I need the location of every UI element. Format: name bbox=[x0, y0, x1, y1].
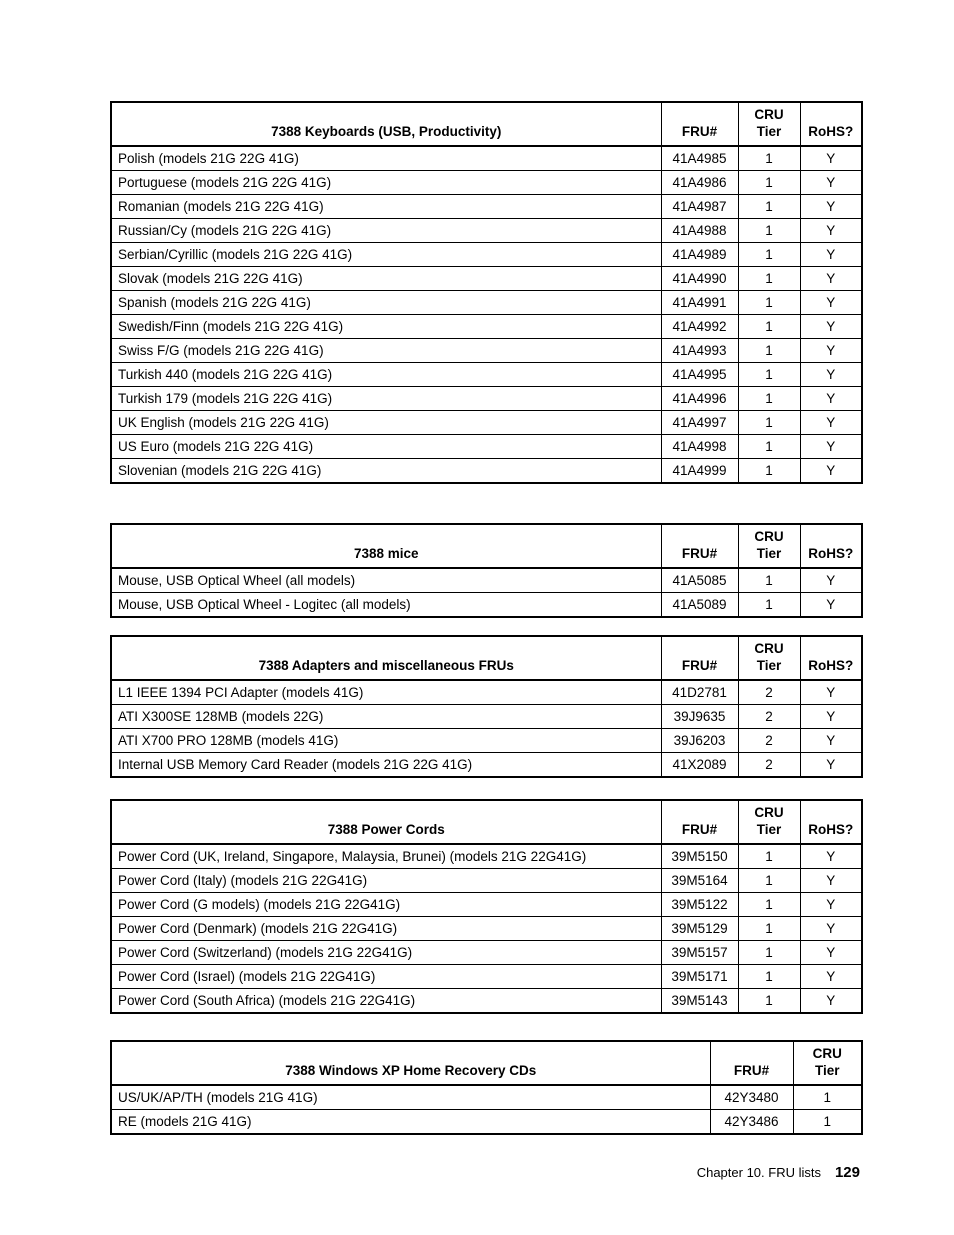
cru-tier-header: CRU Tier bbox=[738, 800, 800, 844]
item-description: Romanian (models 21G 22G 41G) bbox=[111, 195, 661, 219]
fru-header: FRU# bbox=[661, 800, 738, 844]
item-description: Mouse, USB Optical Wheel (all models) bbox=[111, 568, 661, 593]
cru-tier: 1 bbox=[738, 387, 800, 411]
table-row bbox=[111, 219, 862, 243]
rohs-flag: Y bbox=[800, 593, 862, 618]
fru-number: 41A4992 bbox=[661, 315, 738, 339]
rohs-flag: Y bbox=[800, 680, 862, 705]
cru-tier: 2 bbox=[738, 705, 800, 729]
cru-tier: 1 bbox=[738, 243, 800, 267]
rohs-flag: Y bbox=[800, 989, 862, 1014]
table-row bbox=[111, 363, 862, 387]
rohs-flag: Y bbox=[800, 869, 862, 893]
fru-number: 39M5122 bbox=[661, 893, 738, 917]
table-row bbox=[111, 941, 862, 965]
cru-tier: 1 bbox=[738, 267, 800, 291]
table-row bbox=[111, 171, 862, 195]
fru-number: 41A5085 bbox=[661, 568, 738, 593]
item-description: Power Cord (Denmark) (models 21G 22G41G) bbox=[111, 917, 661, 941]
table-row bbox=[111, 267, 862, 291]
table-row bbox=[111, 965, 862, 989]
cru-tier: 2 bbox=[738, 680, 800, 705]
fru-number: 41A4991 bbox=[661, 291, 738, 315]
cru-tier-header: CRU Tier bbox=[738, 102, 800, 146]
table-row bbox=[111, 1110, 862, 1135]
fru-header: FRU# bbox=[661, 524, 738, 568]
fru-number: 41A5089 bbox=[661, 593, 738, 618]
power-cords-table bbox=[110, 799, 863, 1014]
table-row bbox=[111, 753, 862, 778]
item-description: US/UK/AP/TH (models 21G 41G) bbox=[111, 1085, 710, 1110]
fru-number: 39J9635 bbox=[661, 705, 738, 729]
item-description: Power Cord (Switzerland) (models 21G 22G41G) bbox=[111, 941, 661, 965]
rohs-flag: Y bbox=[800, 753, 862, 778]
fru-number: 41D2781 bbox=[661, 680, 738, 705]
table-row bbox=[111, 387, 862, 411]
page-footer bbox=[697, 1164, 860, 1181]
page-number: 129 bbox=[834, 1164, 860, 1181]
rohs-flag: Y bbox=[800, 219, 862, 243]
fru-header: FRU# bbox=[661, 102, 738, 146]
rohs-header: RoHS? bbox=[800, 800, 862, 844]
table-row bbox=[111, 869, 862, 893]
item-description: US Euro (models 21G 22G 41G) bbox=[111, 435, 661, 459]
cru-tier: 1 bbox=[738, 411, 800, 435]
cru-tier: 1 bbox=[738, 195, 800, 219]
table-title: 7388 Adapters and miscellaneous FRUs bbox=[111, 636, 661, 680]
item-description: Mouse, USB Optical Wheel - Logitec (all models) bbox=[111, 593, 661, 618]
cru-tier-header: CRU Tier bbox=[738, 636, 800, 680]
rohs-flag: Y bbox=[800, 339, 862, 363]
cru-tier: 1 bbox=[738, 459, 800, 484]
chapter-label: Chapter 10. FRU lists bbox=[696, 1165, 821, 1180]
table-row bbox=[111, 844, 862, 869]
item-description: ATI X300SE 128MB (models 22G) bbox=[111, 705, 661, 729]
rohs-header: RoHS? bbox=[800, 524, 862, 568]
fru-header: FRU# bbox=[710, 1041, 793, 1085]
rohs-flag: Y bbox=[800, 435, 862, 459]
item-description: Power Cord (G models) (models 21G 22G41G) bbox=[111, 893, 661, 917]
item-description: UK English (models 21G 22G 41G) bbox=[111, 411, 661, 435]
adapters-table bbox=[110, 635, 863, 778]
cru-tier: 1 bbox=[793, 1085, 862, 1110]
rohs-flag: Y bbox=[800, 171, 862, 195]
rohs-flag: Y bbox=[800, 568, 862, 593]
fru-number: 41A4995 bbox=[661, 363, 738, 387]
item-description: Power Cord (Italy) (models 21G 22G41G) bbox=[111, 869, 661, 893]
cru-tier: 1 bbox=[738, 339, 800, 363]
table-row bbox=[111, 989, 862, 1014]
item-description: Russian/Cy (models 21G 22G 41G) bbox=[111, 219, 661, 243]
table-row bbox=[111, 435, 862, 459]
fru-number: 42Y3486 bbox=[710, 1110, 793, 1135]
rohs-flag: Y bbox=[800, 459, 862, 484]
item-description: L1 IEEE 1394 PCI Adapter (models 41G) bbox=[111, 680, 661, 705]
item-description: Spanish (models 21G 22G 41G) bbox=[111, 291, 661, 315]
table-header-row bbox=[111, 102, 862, 146]
rohs-flag: Y bbox=[800, 267, 862, 291]
table-row bbox=[111, 146, 862, 171]
fru-number: 39M5171 bbox=[661, 965, 738, 989]
fru-header: FRU# bbox=[661, 636, 738, 680]
table-row bbox=[111, 195, 862, 219]
fru-number: 39M5164 bbox=[661, 869, 738, 893]
item-description: Swiss F/G (models 21G 22G 41G) bbox=[111, 339, 661, 363]
table-header-row bbox=[111, 636, 862, 680]
item-description: Turkish 179 (models 21G 22G 41G) bbox=[111, 387, 661, 411]
fru-number: 41A4988 bbox=[661, 219, 738, 243]
cru-tier: 1 bbox=[738, 315, 800, 339]
fru-number: 41A4993 bbox=[661, 339, 738, 363]
cru-tier: 1 bbox=[793, 1110, 862, 1135]
fru-number: 39J6203 bbox=[661, 729, 738, 753]
table-row bbox=[111, 459, 862, 484]
item-description: Portuguese (models 21G 22G 41G) bbox=[111, 171, 661, 195]
rohs-flag: Y bbox=[800, 705, 862, 729]
item-description: Turkish 440 (models 21G 22G 41G) bbox=[111, 363, 661, 387]
cru-tier: 1 bbox=[738, 435, 800, 459]
rohs-flag: Y bbox=[800, 146, 862, 171]
item-description: Slovak (models 21G 22G 41G) bbox=[111, 267, 661, 291]
table-row bbox=[111, 411, 862, 435]
fru-number: 41A4998 bbox=[661, 435, 738, 459]
cru-tier-header: CRU Tier bbox=[738, 524, 800, 568]
mice-table bbox=[110, 523, 863, 618]
cru-tier: 2 bbox=[738, 753, 800, 778]
rohs-flag: Y bbox=[800, 195, 862, 219]
rohs-flag: Y bbox=[800, 917, 862, 941]
cru-tier: 1 bbox=[738, 593, 800, 618]
cru-tier: 1 bbox=[738, 171, 800, 195]
table-row bbox=[111, 893, 862, 917]
cru-tier-header: CRU Tier bbox=[793, 1041, 862, 1085]
table-header-row bbox=[111, 524, 862, 568]
cru-tier: 2 bbox=[738, 729, 800, 753]
cru-tier: 1 bbox=[738, 965, 800, 989]
recovery-cds-table bbox=[110, 1040, 863, 1135]
cru-tier: 1 bbox=[738, 869, 800, 893]
table-row bbox=[111, 917, 862, 941]
cru-tier: 1 bbox=[738, 219, 800, 243]
rohs-flag: Y bbox=[800, 844, 862, 869]
table-row bbox=[111, 729, 862, 753]
item-description: Internal USB Memory Card Reader (models 21G 22G 41G) bbox=[111, 753, 661, 778]
cru-tier: 1 bbox=[738, 941, 800, 965]
item-description: Power Cord (UK, Ireland, Singapore, Malaysia, Brunei) (models 21G 22G41G) bbox=[111, 844, 661, 869]
rohs-flag: Y bbox=[800, 411, 862, 435]
table-title: 7388 Keyboards (USB, Productivity) bbox=[111, 102, 661, 146]
table-row bbox=[111, 243, 862, 267]
fru-number: 39M5143 bbox=[661, 989, 738, 1014]
table-title: 7388 Power Cords bbox=[111, 800, 661, 844]
fru-number: 41A4986 bbox=[661, 171, 738, 195]
cru-tier: 1 bbox=[738, 844, 800, 869]
table-title: 7388 mice bbox=[111, 524, 661, 568]
rohs-flag: Y bbox=[800, 291, 862, 315]
table-row bbox=[111, 680, 862, 705]
fru-number: 41A4989 bbox=[661, 243, 738, 267]
fru-number: 39M5129 bbox=[661, 917, 738, 941]
rohs-flag: Y bbox=[800, 363, 862, 387]
cru-tier: 1 bbox=[738, 568, 800, 593]
table-row bbox=[111, 705, 862, 729]
table-row bbox=[111, 291, 862, 315]
table-header-row bbox=[111, 800, 862, 844]
rohs-header: RoHS? bbox=[800, 102, 862, 146]
item-description: Polish (models 21G 22G 41G) bbox=[111, 146, 661, 171]
fru-number: 41A4985 bbox=[661, 146, 738, 171]
cru-tier: 1 bbox=[738, 917, 800, 941]
table-row bbox=[111, 339, 862, 363]
keyboards-table bbox=[110, 101, 863, 484]
rohs-flag: Y bbox=[800, 729, 862, 753]
rohs-flag: Y bbox=[800, 941, 862, 965]
rohs-header: RoHS? bbox=[800, 636, 862, 680]
cru-tier: 1 bbox=[738, 363, 800, 387]
table-row bbox=[111, 568, 862, 593]
fru-number: 42Y3480 bbox=[710, 1085, 793, 1110]
fru-number: 41X2089 bbox=[661, 753, 738, 778]
cru-tier: 1 bbox=[738, 291, 800, 315]
fru-number: 41A4997 bbox=[661, 411, 738, 435]
rohs-flag: Y bbox=[800, 315, 862, 339]
item-description: Serbian/Cyrillic (models 21G 22G 41G) bbox=[111, 243, 661, 267]
rohs-flag: Y bbox=[800, 243, 862, 267]
table-row bbox=[111, 1085, 862, 1110]
cru-tier: 1 bbox=[738, 146, 800, 171]
table-row bbox=[111, 315, 862, 339]
table-header-row bbox=[111, 1041, 862, 1085]
table-row bbox=[111, 593, 862, 618]
cru-tier: 1 bbox=[738, 989, 800, 1014]
item-description: Slovenian (models 21G 22G 41G) bbox=[111, 459, 661, 484]
rohs-flag: Y bbox=[800, 965, 862, 989]
item-description: ATI X700 PRO 128MB (models 41G) bbox=[111, 729, 661, 753]
cru-tier: 1 bbox=[738, 893, 800, 917]
fru-number: 39M5157 bbox=[661, 941, 738, 965]
rohs-flag: Y bbox=[800, 387, 862, 411]
item-description: Swedish/Finn (models 21G 22G 41G) bbox=[111, 315, 661, 339]
item-description: Power Cord (Israel) (models 21G 22G41G) bbox=[111, 965, 661, 989]
item-description: RE (models 21G 41G) bbox=[111, 1110, 710, 1135]
table-title: 7388 Windows XP Home Recovery CDs bbox=[111, 1041, 710, 1085]
fru-number: 41A4990 bbox=[661, 267, 738, 291]
fru-number: 39M5150 bbox=[661, 844, 738, 869]
fru-number: 41A4987 bbox=[661, 195, 738, 219]
item-description: Power Cord (South Africa) (models 21G 22G41G) bbox=[111, 989, 661, 1014]
rohs-flag: Y bbox=[800, 893, 862, 917]
fru-number: 41A4996 bbox=[661, 387, 738, 411]
fru-number: 41A4999 bbox=[661, 459, 738, 484]
